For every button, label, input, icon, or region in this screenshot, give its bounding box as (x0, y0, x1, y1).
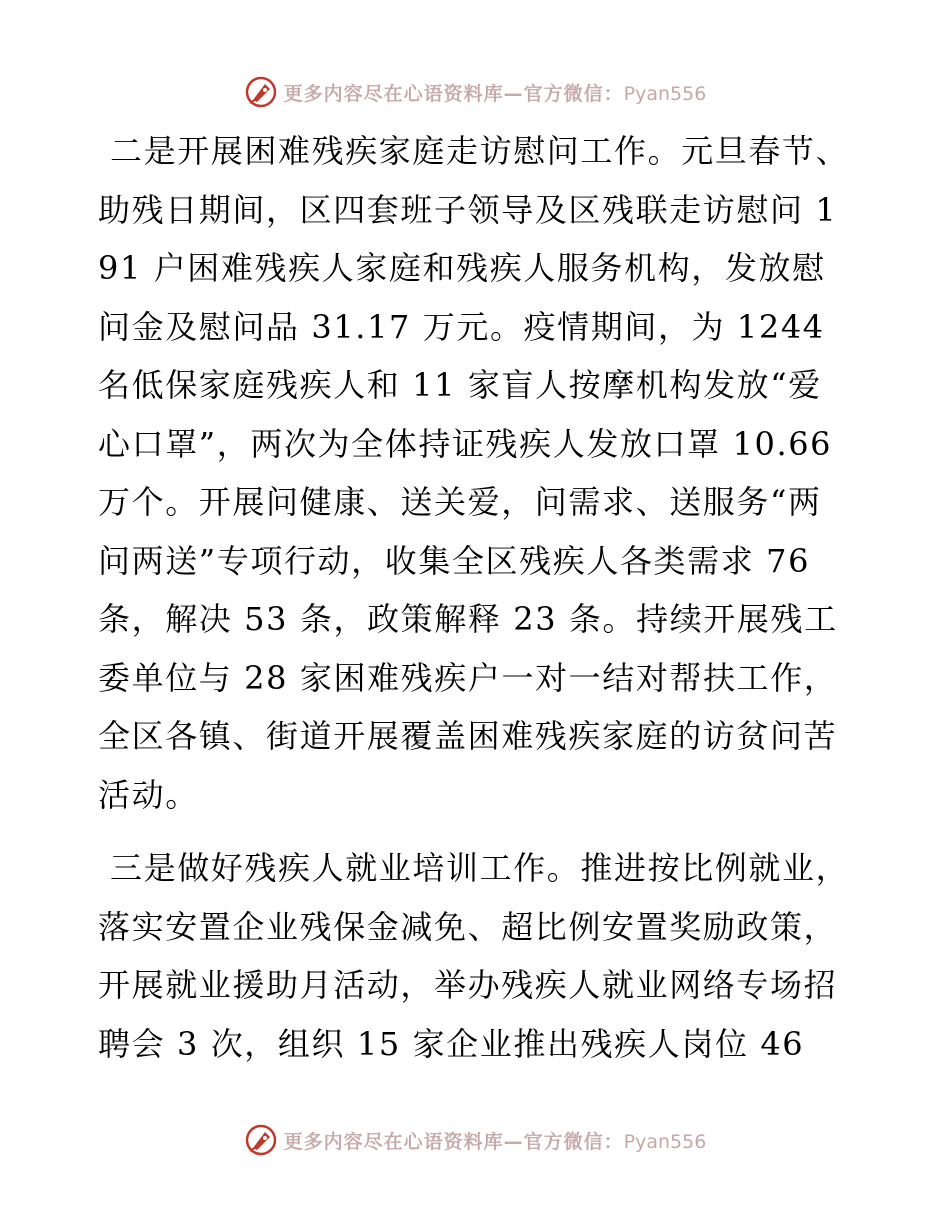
document-body (98, 122, 850, 1088)
paragraph-visit-families: 二是开展困难残疾家庭走访慰问工作。元旦春节、助残日期间，区四套班子领导及区残联走访慰问 191 户困难残疾人家庭和残疾人服务机构，发放慰问金及慰问品 31.17 万元。疫情期间，为 1244 名低保家庭残疾人和 11 家盲人按摩机构发放“爱心口罩”，两次为全体持证残疾人发放口罩 10.66 万个。开展问健康、送关爱，问需求、送服务“两问两送”专项行动，收集全区残疾人各类需求 76 条，解决 53 条，政策解释 23 条。持续开展残工委单位与 28 家困难残疾户一对一结对帮扶工作，全区各镇、街道开展覆盖困难残疾家庭的访贫问苦活动。 (98, 132, 850, 814)
footer-watermark (0, 1120, 950, 1160)
paragraph-employment-training: 三是做好残疾人就业培训工作。推进按比例就业，落实安置企业残保金减免、超比例安置奖励政策，开展就业援助月活动，举办残疾人就业网络专场招聘会 3 次，组织 15 家企业推出残疾人岗位 46 (98, 849, 850, 1063)
watermark-text: 更多内容尽在心语资料库—官方微信：Pyan556 (283, 82, 707, 105)
pen-nib-logo-icon (244, 75, 278, 109)
header-watermark (0, 72, 950, 112)
pen-nib-logo-icon (244, 1123, 278, 1157)
watermark-text: 更多内容尽在心语资料库—官方微信：Pyan556 (283, 1130, 707, 1153)
